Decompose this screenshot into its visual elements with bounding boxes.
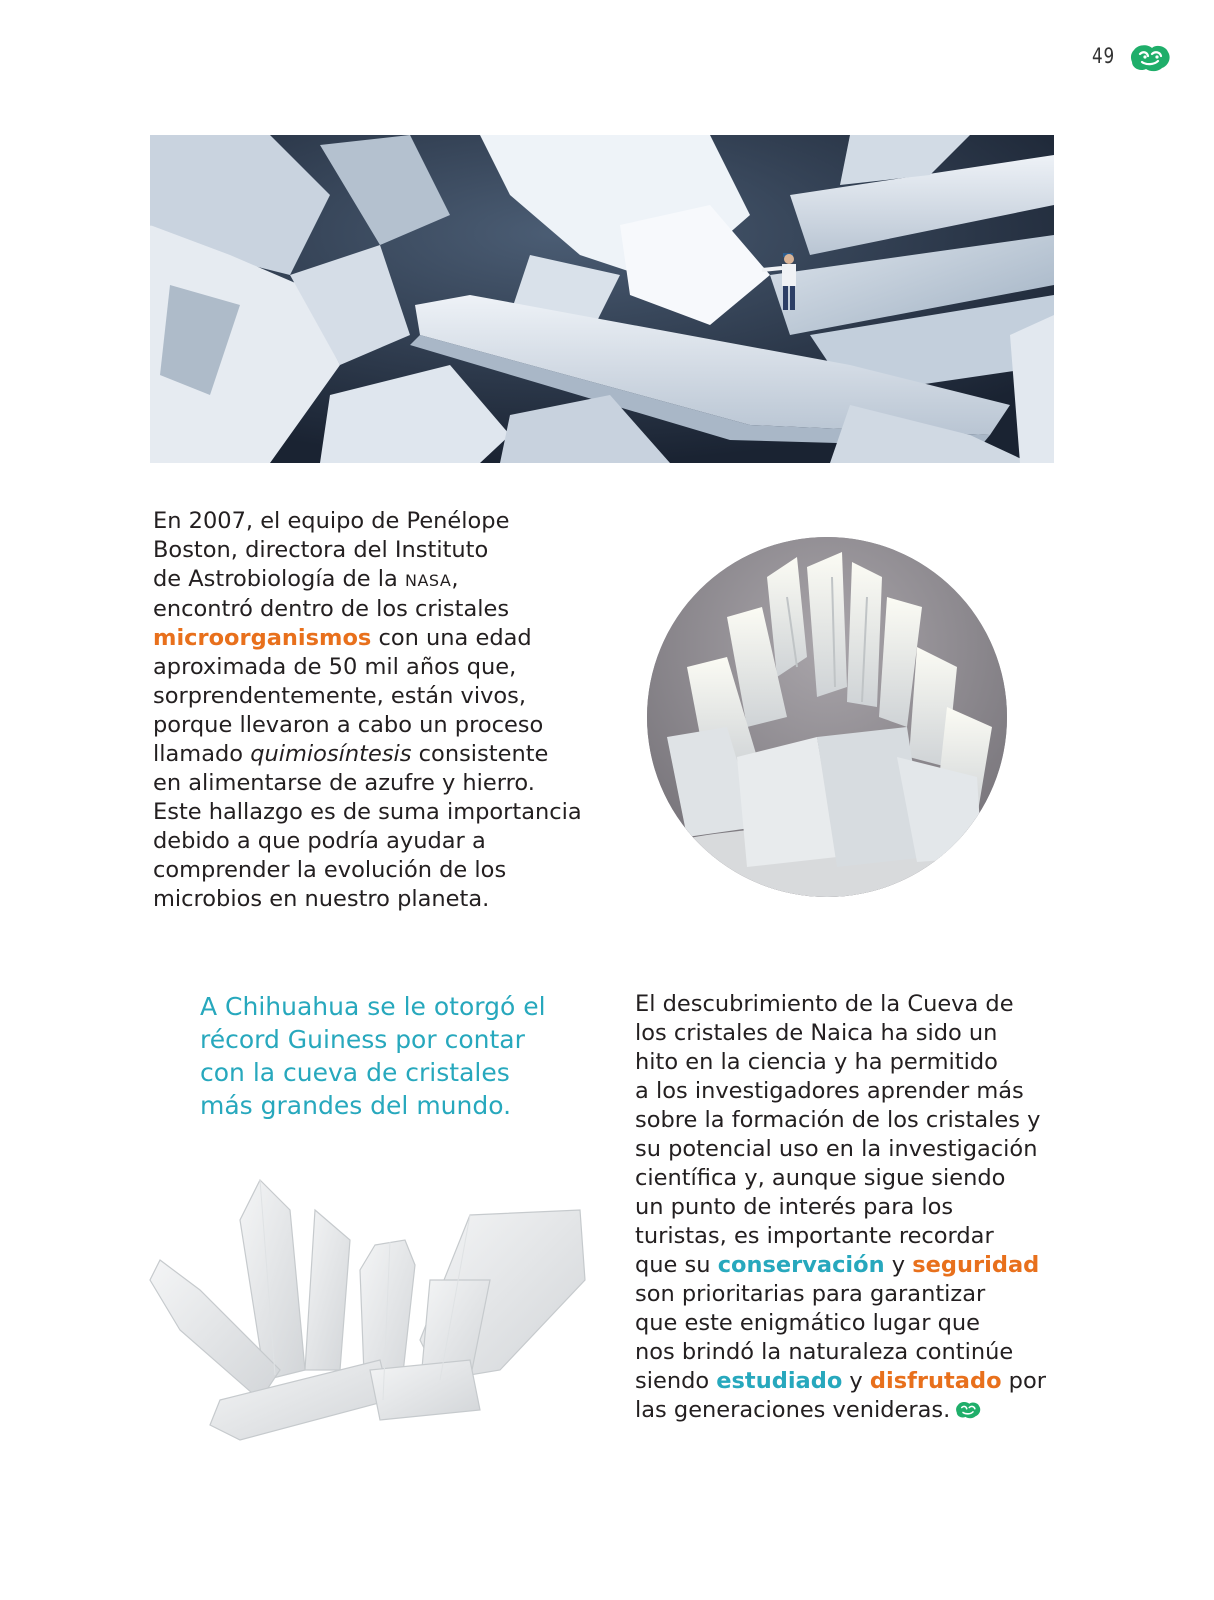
quartz-crystals-illustration <box>140 1170 590 1460</box>
text-segment: , <box>451 566 459 592</box>
highlight-term: seguridad <box>912 1252 1040 1278</box>
highlight-term: microorganismos <box>153 625 372 651</box>
text-line: sobre la formación de los cristales y <box>635 1107 1041 1133</box>
text-segment: consistente <box>411 741 549 767</box>
text-line <box>635 1367 1046 1396</box>
nasa-acronym: NASA <box>405 571 452 590</box>
giant-crystal-cave-photo <box>150 135 1054 463</box>
text-line: El descubrimiento de la Cueva de <box>635 991 1014 1017</box>
text-segment: y <box>842 1368 870 1394</box>
text-segment: las generaciones venideras. <box>635 1397 951 1423</box>
text-line: los cristales de Naica ha sido un <box>635 1020 998 1046</box>
text-line: su potencial uso en la investigación <box>635 1136 1038 1162</box>
selenite-crystal-cluster-photo <box>647 537 1007 897</box>
text-line: que este enigmático lugar que <box>635 1310 980 1336</box>
text-segment: de Astrobiología de la <box>153 566 405 592</box>
text-line: científica y, aunque sigue siendo <box>635 1165 1006 1191</box>
text-line: turistas, es importante recordar <box>635 1223 994 1249</box>
record-callout <box>200 990 546 1122</box>
text-line: microbios en nuestro planeta. <box>153 886 490 912</box>
text-line: en alimentarse de azufre y hierro. <box>153 770 535 796</box>
text-line <box>153 624 582 653</box>
text-segment: siendo <box>635 1368 717 1394</box>
text-line: aproximada de 50 mil años que, <box>153 654 517 680</box>
end-of-section-logo-icon <box>954 1400 982 1420</box>
mexico-textbook-logo-icon <box>1128 42 1172 74</box>
text-line: son prioritarias para garantizar <box>635 1281 986 1307</box>
italic-term: quimiosíntesis <box>250 741 412 767</box>
text-segment: por <box>1001 1368 1046 1394</box>
closing-paragraph <box>635 990 1046 1425</box>
highlight-term: conservación <box>717 1252 885 1278</box>
text-line: a los investigadores aprender más <box>635 1078 1024 1104</box>
text-segment: y <box>884 1252 913 1278</box>
text-line: hito en la ciencia y ha permitido <box>635 1049 998 1075</box>
text-line: debido a que podría ayudar a <box>153 828 486 854</box>
text-segment: llamado <box>153 741 251 767</box>
text-line: encontró dentro de los cristales <box>153 596 510 622</box>
text-line: un punto de interés para los <box>635 1194 954 1220</box>
text-line <box>153 565 582 595</box>
callout-line: con la cueva de cristales <box>200 1058 510 1087</box>
text-line: nos brindó la naturaleza continúe <box>635 1339 1014 1365</box>
text-line <box>635 1251 1046 1280</box>
text-line: Boston, directora del Instituto <box>153 537 489 563</box>
callout-line: A Chihuahua se le otorgó el <box>200 992 546 1021</box>
text-line: En 2007, el equipo de Penélope <box>153 508 510 534</box>
text-line <box>153 740 582 769</box>
text-line: sorprendentemente, están vivos, <box>153 683 527 709</box>
highlight-term: disfrutado <box>869 1368 1002 1394</box>
highlight-term: estudiado <box>716 1368 843 1394</box>
text-segment: con una edad <box>371 625 532 651</box>
intro-paragraph <box>153 507 582 914</box>
callout-line: récord Guiness por contar <box>200 1025 525 1054</box>
text-line: Este hallazgo es de suma importancia <box>153 799 582 825</box>
text-line: porque llevaron a cabo un proceso <box>153 712 544 738</box>
text-segment: que su <box>635 1252 718 1278</box>
page-number: 49 <box>1092 44 1115 68</box>
text-line: comprender la evolución de los <box>153 857 507 883</box>
callout-line: más grandes del mundo. <box>200 1091 512 1120</box>
text-line <box>635 1396 1046 1425</box>
